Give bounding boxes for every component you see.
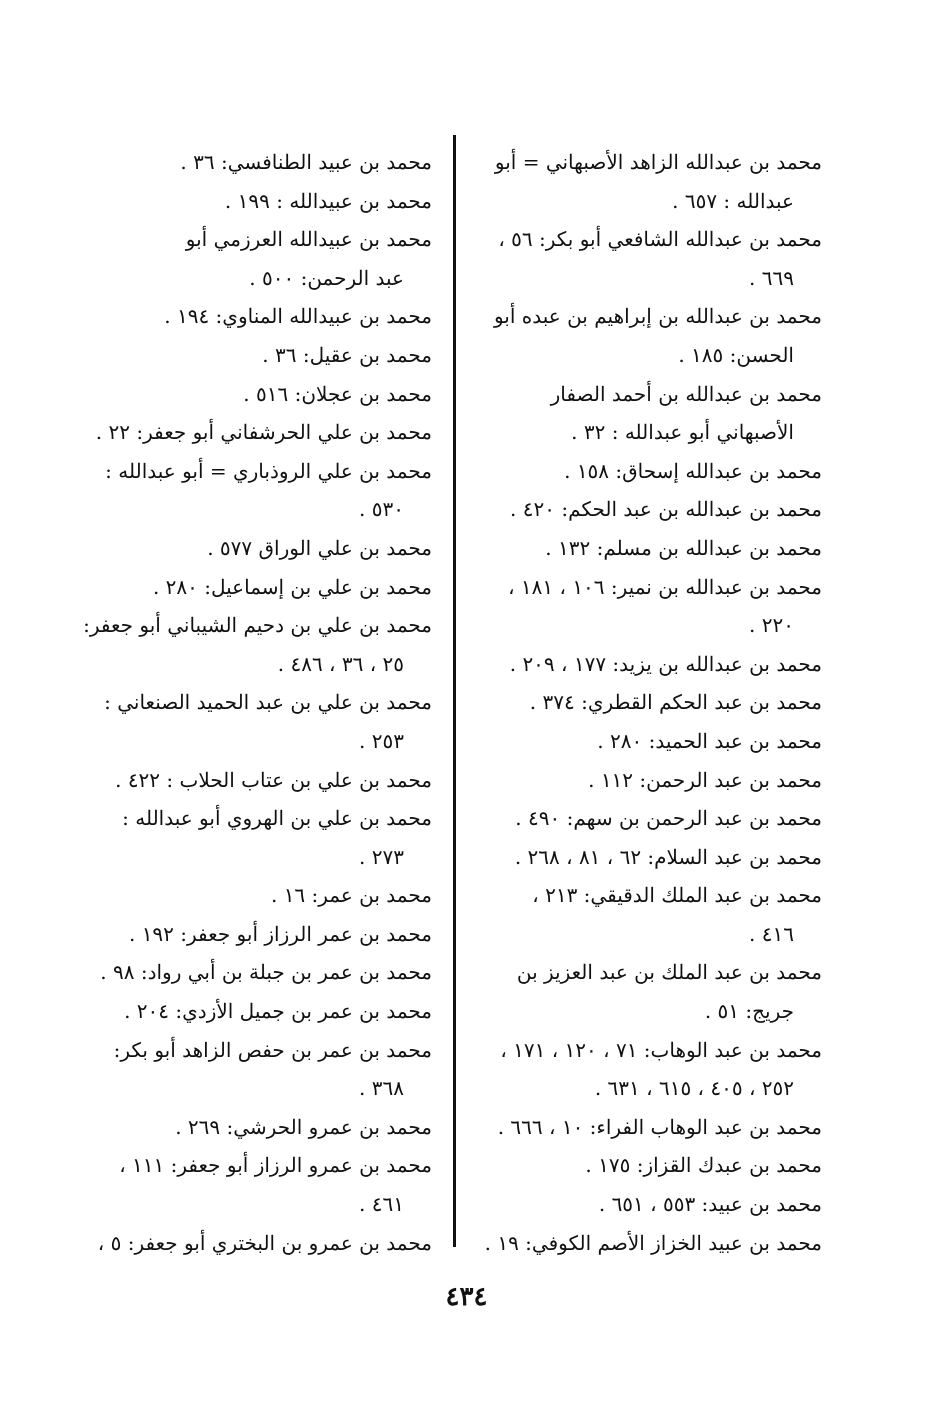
index-entry-continuation: ٢٥٣ .: [359, 728, 404, 753]
index-entry: محمد بن عبيدالله العرزمي أبو: [185, 227, 432, 252]
index-entry-continuation: ٤١٦ .: [749, 921, 794, 946]
index-entry: محمد بن عبدالله بن مسلم: ١٣٢ .: [545, 535, 822, 560]
index-entry: محمد بن عبيدالله : ١٩٩ .: [224, 188, 432, 213]
index-entry: محمد بن عبدالله إسحاق: ١٥٨ .: [564, 458, 822, 483]
index-entry-continuation: ٢٢٠ .: [749, 613, 794, 638]
index-entry: محمد بن عقيل: ٣٦ .: [262, 342, 432, 367]
index-entry: محمد بن عبيد الطنافسي: ٣٦ .: [180, 150, 432, 174]
index-entry-continuation: ٢٥ ، ٣٦ ، ٤٨٦ .: [277, 651, 404, 676]
index-entry: محمد بن عجلان: ٥١٦ .: [243, 381, 432, 406]
index-entry: محمد بن عمر بن حفص الزاهد أبو بكر:: [113, 1037, 432, 1062]
index-entry: محمد بن علي الوراق ٥٧٧ .: [207, 535, 432, 560]
index-entry: محمد بن عبيدالله المناوي: ١٩٤ .: [164, 304, 432, 329]
index-entry: محمد بن عبد السلام: ٦٢ ، ٨١ ، ٢٦٨ .: [514, 844, 822, 869]
index-entry: محمد بن عبدالله الزاهد الأصبهاني = أبو: [494, 150, 822, 174]
index-entry: محمد بن عبد الملك الدقيقي: ٢١٣ ،: [532, 883, 822, 908]
page-number: ٤٣٤: [445, 1282, 488, 1312]
index-entry: محمد بن عمر بن جبلة بن أبي رواد: ٩٨ .: [100, 960, 432, 985]
index-entry: محمد بن علي بن دحيم الشيباني أبو جعفر:: [83, 613, 432, 638]
index-entry: محمد بن علي الروذباري = أبو عبدالله :: [105, 458, 432, 483]
index-entry: محمد بن عبدالله بن أحمد الصفار: [550, 381, 822, 406]
index-entry: محمد بن عبدالله بن نمير: ١٠٦ ، ١٨١ ،: [508, 574, 822, 599]
index-entry: محمد بن عبد الوهاب: ٧١ ، ١٢٠ ، ١٧١ ،: [500, 1037, 822, 1062]
index-entry: محمد بن عبيد: ٥٥٣ ، ٦٥١ .: [598, 1192, 822, 1217]
index-entry: محمد بن علي بن عبد الحميد الصنعاني :: [104, 690, 432, 715]
index-entry: محمد بن علي بن إسماعيل: ٢٨٠ .: [152, 574, 432, 599]
index-entry-continuation: جريج: ٥١ .: [704, 999, 794, 1024]
column-divider: [453, 135, 456, 1247]
index-entry: محمد بن عبدك القزاز: ١٧٥ .: [585, 1153, 822, 1178]
index-entry: محمد بن عبد الحكم القطري: ٣٧٤ .: [529, 690, 822, 715]
index-entry: محمد بن عبيد الخزاز الأصم الكوفي: ١٩ .: [484, 1230, 822, 1255]
index-entry: محمد بن عبد الملك بن عبد العزيز بن: [516, 960, 822, 985]
index-entry-continuation: الحسن: ١٨٥ .: [678, 342, 794, 367]
index-entry-continuation: عبدالله : ٦٥٧ .: [672, 188, 794, 213]
index-entry-continuation: ٦٦٩ .: [749, 265, 794, 290]
index-entry: محمد بن عبد الرحمن بن سهم: ٤٩٠ .: [515, 806, 822, 831]
index-entry-continuation: ٥٣٠ .: [359, 497, 404, 522]
index-entry: محمد بن عمر الرزاز أبو جعفر: ١٩٢ .: [128, 921, 432, 946]
index-entry: محمد بن عبد الرحمن: ١١٢ .: [588, 767, 822, 792]
index-entry-continuation: ٢٥٢ ، ٤٠٥ ، ٦١٥ ، ٦٣١ .: [594, 1076, 794, 1101]
index-entry: محمد بن عبدالله بن يزيد: ١٧٧ ، ٢٠٩ .: [509, 651, 822, 676]
index-entry-continuation: ٢٧٣ .: [359, 844, 404, 869]
index-entry-continuation: عبد الرحمن: ٥٠٠ .: [249, 265, 404, 290]
index-entry: محمد بن علي الحرشفاني أبو جعفر: ٢٢ .: [95, 420, 432, 445]
index-column-right: [470, 143, 822, 1262]
index-entry-continuation: الأصبهاني أبو عبدالله : ٣٢ .: [571, 420, 794, 445]
index-entry: محمد بن عبد الوهاب الفراء: ١٠ ، ٦٦٦ .: [497, 1114, 822, 1139]
index-entry: محمد بن عمرو الحرشي: ٢٦٩ .: [175, 1114, 432, 1139]
index-column-left: [80, 143, 432, 1262]
index-entry: محمد بن عبدالله بن عبد الحكم: ٤٢٠ .: [510, 497, 822, 522]
index-entry: محمد بن علي بن عتاب الحلاب : ٤٢٢ .: [115, 767, 432, 792]
index-entry-continuation: ٣٦٨ .: [359, 1076, 404, 1101]
index-entry: محمد بن عمر بن جميل الأزدي: ٢٠٤ .: [124, 999, 432, 1024]
index-entry: محمد بن عبدالله الشافعي أبو بكر: ٥٦ ،: [498, 227, 822, 252]
index-entry: محمد بن عمرو بن البختري أبو جعفر: ٥ ،: [97, 1230, 432, 1255]
index-entry: محمد بن عبد الحميد: ٢٨٠ .: [597, 728, 822, 753]
index-entry-continuation: ٤٦١ .: [359, 1192, 404, 1217]
index-entry: محمد بن عمر: ١٦ .: [270, 883, 432, 908]
index-entry: محمد بن عبدالله بن إبراهيم بن عبده أبو: [493, 304, 822, 329]
index-entry: محمد بن عمرو الرزاز أبو جعفر: ١١١ ،: [119, 1153, 432, 1178]
index-entry: محمد بن علي بن الهروي أبو عبدالله :: [122, 806, 432, 831]
